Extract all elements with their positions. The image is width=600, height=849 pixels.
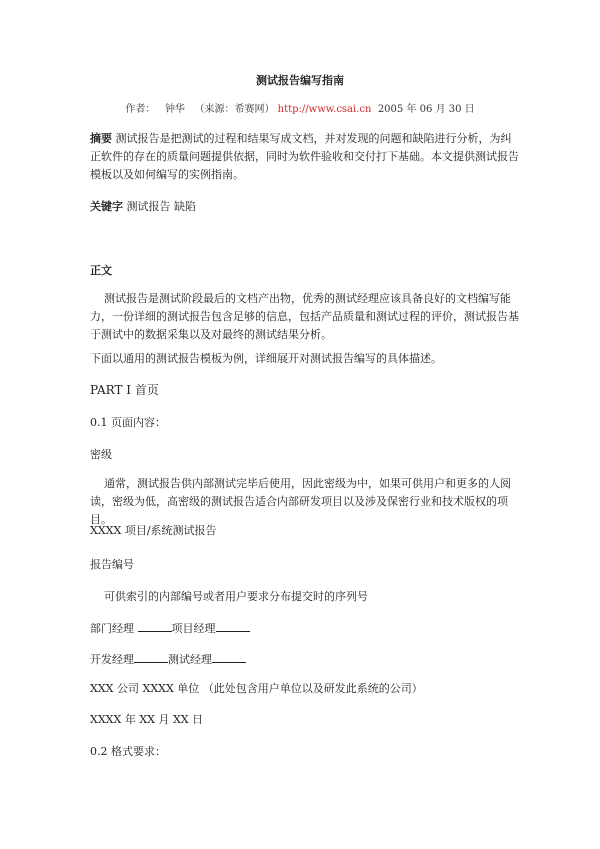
source-link[interactable]: http://www.csai.cn	[277, 104, 372, 115]
byline	[0, 103, 600, 117]
part1-heading: PART Ⅰ 首页	[90, 383, 159, 397]
author-label: 作者：	[125, 104, 156, 115]
body-heading: 正文	[90, 264, 112, 277]
document-title: 测试报告编写指南	[256, 74, 344, 87]
abstract	[90, 130, 520, 184]
report-number-text: 可供索引的内部编号或者用户要求分布提交时的序列号	[104, 590, 368, 603]
report-number-label: 报告编号	[90, 558, 134, 571]
publish-date: 2005 年 06 月 30 日	[377, 104, 475, 115]
managers-line-2	[90, 651, 520, 669]
section-0-2: 0.2 格式要求：	[90, 745, 166, 758]
company-line: XXX 公司 XXXX 单位 （此处包含用户单位以及研发此系统的公司）	[90, 682, 423, 695]
author-name: 钟华	[164, 104, 185, 115]
source-note: （来源：希赛网）	[194, 104, 275, 115]
abstract-text: 测试报告是把测试的过程和结果写成文档，并对发现的问题和缺陷进行分析，为纠正软件的存在的质量问题提供依据，同时为软件验收和交付打下基础。本文提供测试报告模板以及如何编写的实例指南。	[90, 132, 519, 181]
project-manager-label: 项目经理	[171, 622, 216, 635]
managers-line-1	[90, 620, 520, 638]
keywords-label: 关键字	[90, 200, 123, 213]
test-manager-blank	[212, 652, 246, 663]
test-manager-label: 测试经理	[168, 653, 212, 666]
date-line: XXXX 年 XX 月 XX 日	[90, 713, 204, 726]
abstract-label: 摘要	[90, 132, 112, 145]
secrecy-label: 密级	[90, 448, 112, 461]
report-title-line: XXXX 项目/系统测试报告	[90, 524, 217, 537]
keywords	[90, 198, 520, 216]
section-0-1: 0.1 页面内容：	[90, 416, 166, 429]
dev-manager-label: 开发经理	[90, 653, 134, 666]
dept-manager-blank	[138, 621, 172, 632]
dev-manager-blank	[134, 652, 168, 663]
project-manager-blank	[216, 621, 250, 632]
paragraph-template: 下面以通用的测试报告模板为例，详细展开对测试报告编写的具体描述。	[90, 352, 442, 365]
paragraph-intro: 测试报告是测试阶段最后的文档产出物，优秀的测试经理应该具备良好的文档编写能力，一份详细的测试报告包含足够的信息，包括产品质量和测试过程的评价，测试报告基于测试中的数据采集以及对最终的测试结果分析。	[90, 292, 519, 341]
keywords-text: 测试报告 缺陷	[126, 200, 196, 213]
secrecy-text: 通常，测试报告供内部测试完毕后使用，因此密级为中，如果可供用户和更多的人阅读，密级为低，高密级的测试报告适合内部研发项目以及涉及保密行业和技术版权的项目。	[90, 477, 511, 526]
dept-manager-label: 部门经理	[90, 622, 134, 635]
